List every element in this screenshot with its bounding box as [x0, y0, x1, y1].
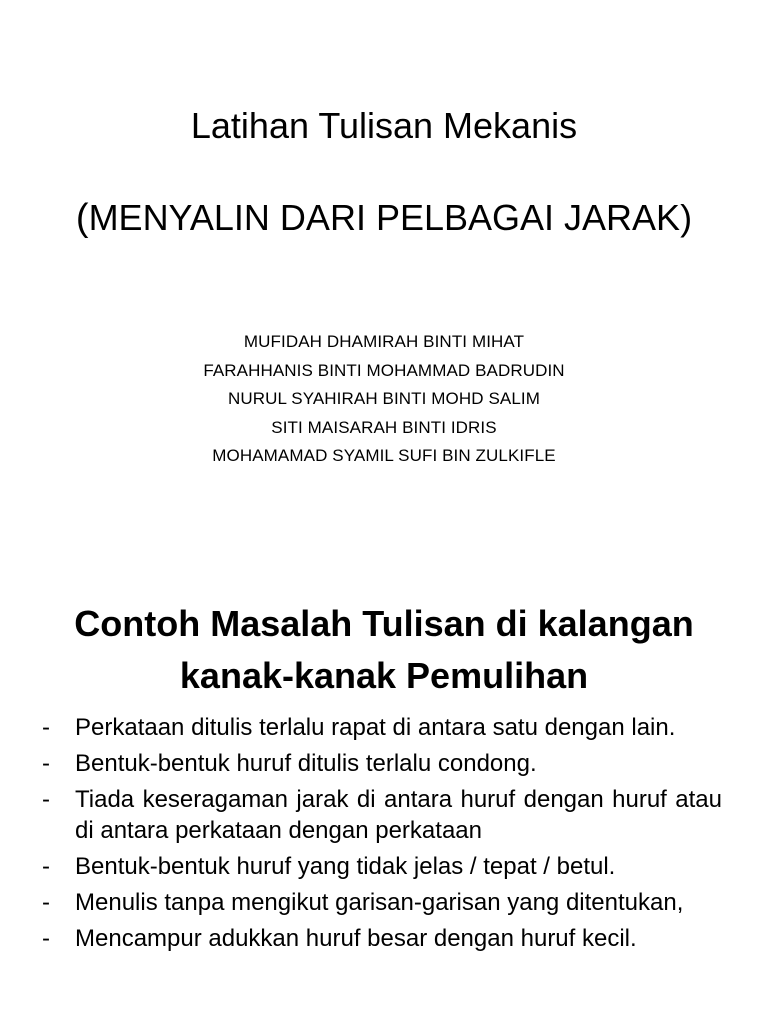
author-name: MOHAMAMAD SYAMIL SUFI BIN ZULKIFLE	[212, 446, 556, 465]
bullet-dash: -	[42, 925, 50, 952]
list-item-text: Menulis tanpa mengikut garisan-garisan yang ditentukan,	[75, 889, 684, 916]
author-name: FARAHHANIS BINTI MOHAMMAD BADRUDIN	[203, 360, 565, 380]
list-item	[40, 887, 722, 918]
subtitle-text: MENYALIN DARI PELBAGAI JARAK	[88, 197, 681, 238]
bullet-dash: -	[42, 786, 50, 813]
problem-list	[40, 712, 722, 959]
list-item	[40, 923, 722, 954]
bullet-dash: -	[42, 714, 50, 741]
content-title-line-2: kanak-kanak Pemulihan	[179, 655, 589, 696]
slide-subtitle	[0, 196, 768, 240]
list-item-text: Bentuk-bentuk huruf yang tidak jelas / tepat / betul.	[75, 853, 616, 880]
list-item	[40, 712, 722, 743]
bullet-dash: -	[42, 750, 50, 777]
list-item-text: Perkataan ditulis terlalu rapat di antara satu dengan lain.	[75, 714, 676, 741]
list-item-text: Bentuk-bentuk huruf ditulis terlalu condong.	[75, 750, 537, 777]
bullet-dash: -	[42, 889, 50, 916]
list-item	[40, 851, 722, 882]
author-name: NURUL SYAHIRAH BINTI MOHD SALIM	[228, 389, 540, 408]
list-item-text: Mencampur adukkan huruf besar dengan huruf kecil.	[75, 925, 637, 952]
list-item	[40, 748, 722, 779]
content-title-line-1: Contoh Masalah Tulisan di kalangan	[74, 603, 694, 644]
author-name: MUFIDAH DHAMIRAH BINTI MIHAT	[243, 332, 525, 351]
subtitle-open-paren: (	[75, 197, 89, 239]
slide-title: Latihan Tulisan Mekanis	[190, 105, 578, 146]
author-name: SITI MAISARAH BINTI IDRIS	[271, 417, 497, 437]
author-list	[0, 328, 768, 471]
list-item-text: Tiada keseragaman jarak di antara huruf dengan huruf atau di antara perkataan dengan perkataan	[75, 786, 722, 844]
content-slide-title	[0, 598, 768, 702]
list-item	[40, 784, 722, 846]
bullet-dash: -	[42, 853, 50, 880]
subtitle-close-paren: )	[680, 197, 693, 238]
